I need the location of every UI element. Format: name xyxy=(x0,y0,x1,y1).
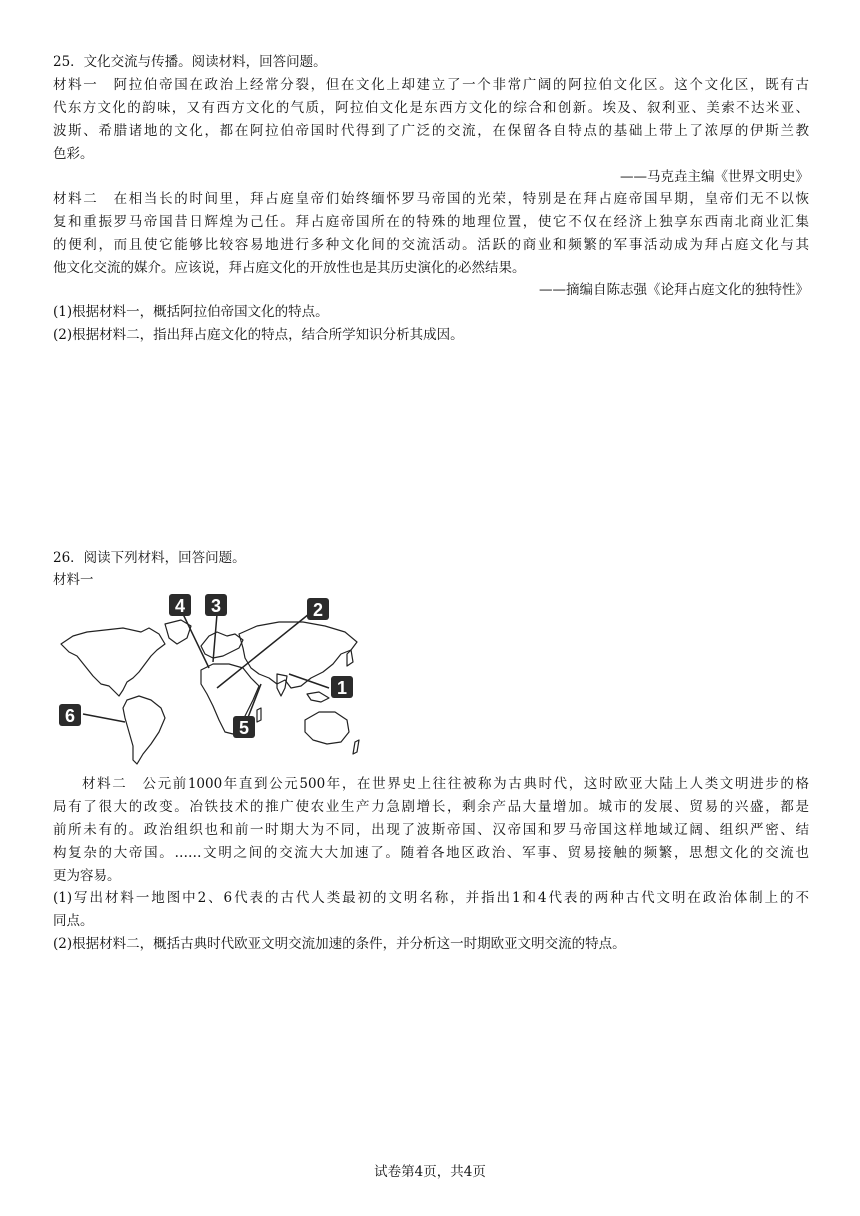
q26-question-1: (1)写出材料一地图中2、6代表的古代人类最初的文明名称，并指出1和4代表的两种古代文明在政治体制上的不 xyxy=(53,890,809,906)
q25-header: 25．文化交流与传播。阅读材料，回答问题。 xyxy=(53,54,327,70)
q25-m1-line: 材料一 阿拉伯帝国在政治上经常分裂，但在文化上却建立了一个非常广阔的阿拉伯文化区。这个文化区，既有古 xyxy=(53,77,809,93)
page-footer: 试卷第4页，共4页 xyxy=(374,1164,486,1180)
islands-outline xyxy=(307,692,329,702)
q25-m1-line: 色彩。 xyxy=(53,146,94,162)
europe-outline xyxy=(201,632,243,658)
q25-m2-source: ——摘编自陈志强《论拜占庭文化的独特性》 xyxy=(539,282,809,298)
japan-outline xyxy=(347,650,353,666)
q26-question-2: (2)根据材料二，概括古典时代欧亚文明交流加速的条件，并分析这一时期欧亚文明交流的特点。 xyxy=(53,936,626,952)
q26-m2-line: 更为容易。 xyxy=(53,868,121,884)
north-america-outline xyxy=(61,628,165,696)
madagascar-outline xyxy=(257,708,261,722)
q26-m2-line: 材料二 公元前1000年直到公元500年，在世界史上往往被称为古典时代，这时欧亚大陆上人类文明进步的格 xyxy=(82,776,809,792)
india-outline xyxy=(277,674,287,696)
map-label-3: 3 xyxy=(210,596,222,616)
map-label-1: 1 xyxy=(336,678,348,698)
q25-m2-line: 他文化交流的媒介。应该说，拜占庭文化的开放性也是其历史演化的必然结果。 xyxy=(53,260,526,276)
q25-m1-line: 代东方文化的韵味，又有西方文化的气质，阿拉伯文化是东西方文化的综合和创新。埃及、叙利亚、美索不达米亚、 xyxy=(53,100,809,116)
q25-m1-line: 波斯、希腊诸地的文化，都在阿拉伯帝国时代得到了广泛的交流，在保留各自特点的基础上带上了浓厚的伊斯兰教 xyxy=(53,123,809,139)
q26-m2-line: 构复杂的大帝国。……文明之间的交流大大加速了。随着各地区政治、军事、贸易接触的频繁，思想文化的交流也 xyxy=(53,845,809,861)
q25-m2-line: 复和重振罗马帝国昔日辉煌为己任。拜占庭帝国所在的特殊的地理位置，使它不仅在经济上独享东西南北商业汇集 xyxy=(53,214,809,230)
q26-m2-line: 局有了很大的改变。冶铁技术的推广使农业生产力急剧增长，剩余产品大量增加。城市的发展、贸易的兴盛，都是 xyxy=(53,799,809,815)
q25-question-2: (2)根据材料二，指出拜占庭文化的特点，结合所学知识分析其成因。 xyxy=(53,327,464,343)
world-map xyxy=(53,592,363,770)
south-america-outline xyxy=(123,696,165,764)
map-label-6: 6 xyxy=(64,706,76,726)
q26-m1-label: 材料一 xyxy=(53,572,94,588)
pointer-line-1 xyxy=(289,674,329,688)
new-zealand-outline xyxy=(353,740,359,754)
q25-m2-line: 材料二 在相当长的时间里，拜占庭皇帝们始终缅怀罗马帝国的光荣，特别是在拜占庭帝国早期，皇帝们无不以恢 xyxy=(53,191,809,207)
pointer-line-5 xyxy=(247,684,261,720)
q25-m2-line: 的便利，而且使它能够比较容易地进行多种文化间的交流活动。活跃的商业和频繁的军事活动成为拜占庭文化与其 xyxy=(53,237,809,253)
pointer-line-6 xyxy=(83,714,125,722)
australia-outline xyxy=(305,712,349,744)
map-label-5: 5 xyxy=(238,718,250,738)
q25-question-1: (1)根据材料一，概括阿拉伯帝国文化的特点。 xyxy=(53,304,329,320)
q25-m1-source: ——马克垚主编《世界文明史》 xyxy=(620,169,809,185)
q26-question-1-cont: 同点。 xyxy=(53,913,94,929)
pointer-line-3 xyxy=(213,614,217,662)
map-label-4: 4 xyxy=(174,596,186,616)
q26-m2-line: 前所未有的。政治组织也和前一时期大为不同，出现了波斯帝国、汉帝国和罗马帝国这样地域辽阔、组织严密、结 xyxy=(53,822,809,838)
q26-header: 26．阅读下列材料，回答问题。 xyxy=(53,550,246,566)
map-label-2: 2 xyxy=(312,600,324,620)
